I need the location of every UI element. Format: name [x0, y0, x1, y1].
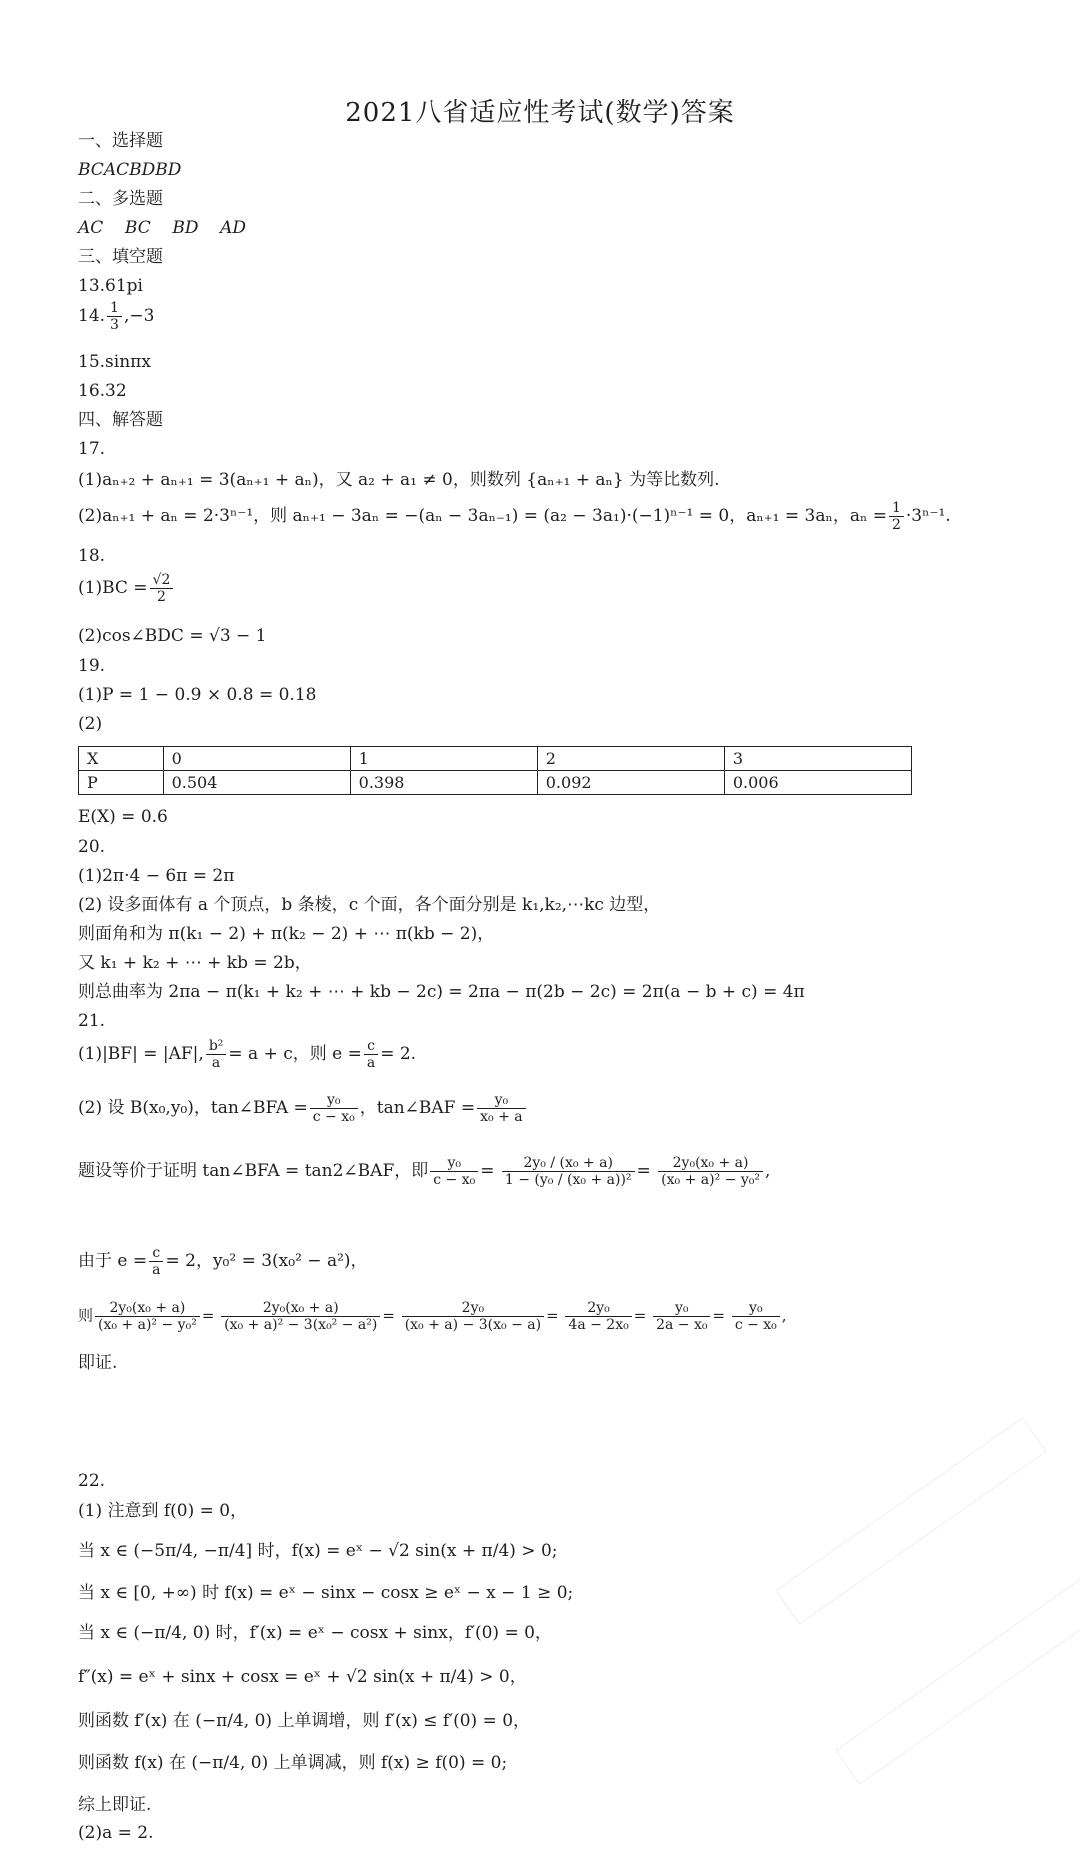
fraction — [565, 1300, 631, 1333]
fraction — [149, 1245, 163, 1278]
table-cell: 3 — [724, 747, 911, 771]
expected-value: E(X) = 0.6 — [78, 807, 168, 827]
fraction — [402, 1300, 544, 1333]
page-title: 2021八省适应性考试(数学)答案 — [345, 98, 735, 128]
numerator: 1 — [107, 300, 122, 317]
text: (2) 设 B(x₀,y₀)，tan∠BFA = — [78, 1098, 308, 1118]
section-heading-multi: 二、多选题 — [78, 189, 163, 209]
problem-19-part1: (1)P = 1 − 0.9 × 0.8 = 0.18 — [78, 685, 317, 705]
numerator: 2y₀(x₀ + a) — [221, 1300, 380, 1317]
distribution-table — [78, 746, 912, 795]
problem-20-line5: 则总曲率为 2πa − π(k₁ + k₂ + ⋯ + kb − 2c) = 2πa − π(2b − 2c) = 2π(a − b + c) = 4π — [78, 982, 805, 1002]
answer-14-suffix: ,−3 — [123, 306, 155, 326]
problem-20-line3: 则面角和为 π(k₁ − 2) + π(k₂ − 2) + ⋯ π(kb − 2)， — [78, 924, 495, 944]
denominator: x₀ + a — [480, 1109, 523, 1125]
text: ，tan∠BAF = — [359, 1098, 476, 1118]
table-row — [79, 771, 912, 795]
fraction — [150, 572, 174, 605]
problem-22-line1: (1) 注意到 f(0) = 0， — [78, 1501, 248, 1521]
numerator: b² — [206, 1038, 227, 1055]
text: = 2. — [380, 1044, 417, 1064]
problem-21-conclusion: 即证. — [78, 1353, 118, 1373]
numerator: y₀ — [732, 1300, 780, 1317]
table-cell: 0.398 — [350, 771, 537, 795]
table-cell: X — [79, 747, 164, 771]
table-cell: P — [79, 771, 164, 795]
table-cell: 0.092 — [537, 771, 724, 795]
fraction — [310, 1092, 358, 1125]
problem-20-part1: (1)2π·4 − 6π = 2π — [78, 866, 235, 886]
multi-answers: AC BC BD AD — [78, 218, 246, 238]
numerator: 2y₀ — [565, 1300, 631, 1317]
choice-answers: BCACBDBD — [78, 160, 182, 180]
text: = 2，y₀² = 3(x₀² − a²)， — [165, 1251, 368, 1271]
table-cell: 1 — [350, 747, 537, 771]
section-heading-fill: 三、填空题 — [78, 247, 163, 267]
answer-16: 16.32 — [78, 381, 127, 401]
denominator: 2a − x₀ — [656, 1317, 708, 1333]
denominator: c − x₀ — [734, 1317, 777, 1333]
problem-22-line3: 当 x ∈ [0, +∞) 时 f(x) = eˣ − sinx − cosx ≥ eˣ − x − 1 ≥ 0; — [78, 1583, 574, 1603]
numerator: y₀ — [653, 1300, 710, 1317]
numerator: c — [149, 1245, 163, 1262]
numerator: y₀ — [430, 1155, 478, 1172]
problem-22-number: 22. — [78, 1471, 106, 1491]
answer-15: 15.sinπx — [78, 352, 151, 372]
table-cell: 0.006 — [724, 771, 911, 795]
table-cell: 0.504 — [163, 771, 350, 795]
denominator: a — [366, 1055, 376, 1071]
numerator: 1 — [889, 500, 904, 517]
denominator: 2 — [891, 517, 901, 533]
denominator: 4a − 2x₀ — [568, 1317, 629, 1333]
denominator: a — [211, 1055, 221, 1071]
answer-13: 13.61pi — [78, 276, 143, 296]
problem-17-part2 — [78, 500, 951, 533]
problem-17-number: 17. — [78, 439, 106, 459]
section-heading-solution: 四、解答题 — [78, 410, 163, 430]
table-cell: 2 — [537, 747, 724, 771]
problem-22-line4: 当 x ∈ (−π/4, 0) 时，f′(x) = eˣ − cosx + sinx，f′(0) = 0， — [78, 1623, 552, 1643]
denominator: 1 − (y₀ / (x₀ + a))² — [504, 1172, 632, 1188]
watermark — [835, 1577, 1080, 1785]
problem-22-line8: 综上即证. — [78, 1795, 152, 1815]
numerator: 2y₀(x₀ + a) — [95, 1300, 200, 1317]
problem-20-line4: 又 k₁ + k₂ + ⋯ + kb = 2b， — [78, 953, 312, 973]
text: 由于 e = — [78, 1251, 148, 1271]
problem-21-number: 21. — [78, 1011, 106, 1031]
denominator: c − x₀ — [312, 1109, 355, 1125]
numerator: √2 — [150, 572, 174, 589]
numerator: y₀ — [477, 1092, 526, 1109]
problem-21-part1 — [78, 1038, 416, 1071]
numerator: y₀ — [310, 1092, 358, 1109]
problem-22-line7: 则函数 f(x) 在 (−π/4, 0) 上单调减，则 f(x) ≥ f(0) = 0; — [78, 1753, 508, 1773]
problem-19-part2: (2) — [78, 714, 103, 734]
denominator: (x₀ + a)² − 3(x₀² − a²) — [224, 1317, 378, 1333]
denominator: c − x₀ — [433, 1172, 476, 1188]
numerator: 2y₀(x₀ + a) — [658, 1155, 763, 1172]
fraction — [502, 1155, 635, 1188]
numerator: 2y₀ / (x₀ + a) — [502, 1155, 635, 1172]
text: (1)|BF| = |AF|, — [78, 1044, 204, 1064]
numerator: c — [364, 1038, 378, 1055]
section-heading-choice: 一、选择题 — [78, 131, 163, 151]
problem-17-part1: (1)aₙ₊₂ + aₙ₊₁ = 3(aₙ₊₁ + aₙ)，又 a₂ + a₁ ≠ 0，则数列 {aₙ₊₁ + aₙ} 为等比数列. — [78, 470, 720, 490]
problem-18-part2: (2)cos∠BDC = √3 − 1 — [78, 626, 267, 646]
fraction — [364, 1038, 378, 1071]
problem-17-part2-tail: ·3ⁿ⁻¹. — [905, 506, 951, 526]
problem-22-line5: f″(x) = eˣ + sinx + cosx = eˣ + √2 sin(x + π/4) > 0， — [78, 1667, 527, 1687]
denominator: a — [152, 1262, 161, 1278]
answer-14 — [78, 300, 154, 333]
denominator: 2 — [157, 589, 166, 605]
problem-22-line9: (2)a = 2. — [78, 1823, 154, 1843]
problem-21-line5: 则 $\frac{\text{2y₀(x₀ + a)}}{\text{(x₀ + a)² − y₀²}}$ = $\frac{\text{2y₀(x₀ + a)}}{\text{(x₀ + a)² − 3(x₀² − a²)}}$ = $\frac{\text{2y₀}}{\text{(x₀ + a) − 3(x₀ − a)}}$ = $\frac{\text{2y₀}}{\text{4a − 2x₀}}$ = $\frac{\text{y₀}}{\text{2a − x₀}}$ = $\frac{\text{y₀}}{\text{c − x₀}}$ , — [78, 1300, 787, 1333]
problem-19-number: 19. — [78, 656, 106, 676]
text: 题设等价于证明 tan∠BFA = tan2∠BAF，即 — [78, 1161, 429, 1181]
fraction — [206, 1038, 227, 1071]
fraction — [430, 1155, 478, 1188]
numerator: 2y₀ — [402, 1300, 544, 1317]
problem-17-part2-main: (2)aₙ₊₁ + aₙ = 2·3ⁿ⁻¹，则 aₙ₊₁ − 3aₙ = −(aₙ − 3aₙ₋₁) = (a₂ − 3a₁)·(−1)ⁿ⁻¹ = 0，aₙ₊₁ = 3aₙ，aₙ = — [78, 506, 887, 526]
problem-21-part2 — [78, 1092, 528, 1125]
answer-14-prefix: 14. — [78, 306, 106, 326]
fraction — [95, 1300, 200, 1333]
fraction — [477, 1092, 526, 1125]
text: = a + c，则 e = — [228, 1044, 362, 1064]
denominator: 3 — [110, 317, 119, 333]
fraction — [653, 1300, 710, 1333]
problem-22-line6: 则函数 f′(x) 在 (−π/4, 0) 上单调增，则 f′(x) ≤ f′(0) = 0， — [78, 1711, 531, 1731]
fraction — [732, 1300, 780, 1333]
problem-21-line3: 题设等价于证明 tan∠BFA = tan2∠BAF，即 $\frac{\text{y₀}}{\text{c − x₀}}$ = $\frac{\text{2y₀ / (x₀ + a)}}{\text{1 − (y₀ / (x₀ + a))²}}$ = $\frac{\text{2y₀(x₀ + a)}}{\text{(x₀ + a)² − y₀²}}$ , — [78, 1155, 771, 1188]
fraction — [107, 300, 122, 333]
fraction — [889, 500, 904, 533]
problem-18-part1 — [78, 572, 175, 605]
problem-22-line2: 当 x ∈ (−5π/4, −π/4] 时，f(x) = eˣ − √2 sin(x + π/4) > 0; — [78, 1541, 558, 1561]
denominator: (x₀ + a)² − y₀² — [98, 1317, 197, 1333]
fraction — [221, 1300, 380, 1333]
fraction — [658, 1155, 763, 1188]
denominator: (x₀ + a) − 3(x₀ − a) — [404, 1317, 542, 1333]
problem-18-part1-prefix: (1)BC = — [78, 578, 148, 598]
watermark — [775, 1417, 1046, 1625]
problem-21-line4 — [78, 1245, 368, 1278]
text: 则 — [78, 1306, 94, 1325]
denominator: (x₀ + a)² − y₀² — [661, 1172, 760, 1188]
problem-20-number: 20. — [78, 837, 106, 857]
problem-20-part2: (2) 设多面体有 a 个顶点，b 条棱，c 个面，各个面分别是 k₁,k₂,⋯kc 边型， — [78, 895, 661, 915]
problem-18-number: 18. — [78, 546, 106, 566]
table-cell: 0 — [163, 747, 350, 771]
table-row — [79, 747, 912, 771]
